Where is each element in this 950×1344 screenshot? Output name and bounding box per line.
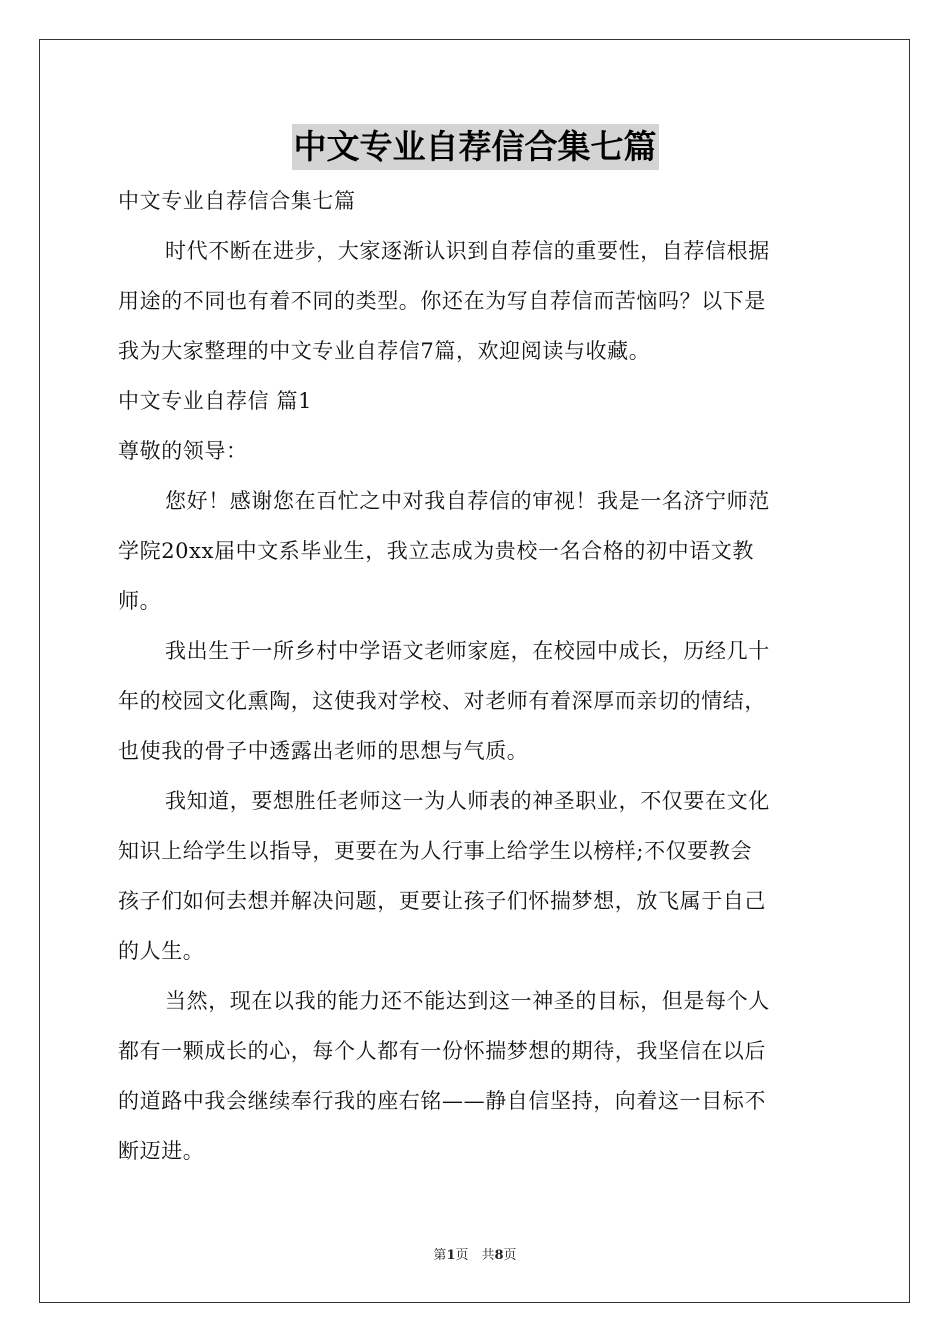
paragraph-line: 的道路中我会继续奉行我的座右铭——静自信坚持，向着这一目标不	[118, 1089, 766, 1113]
page-suffix: 页	[503, 1248, 517, 1263]
paragraph-line: 我为大家整理的中文专业自荐信7篇，欢迎阅读与收藏。	[118, 339, 651, 363]
page-current: 1	[446, 1248, 456, 1263]
paragraph-line: 当然，现在以我的能力还不能达到这一神圣的目标，但是每个人	[165, 989, 770, 1013]
paragraph-line: 的人生。	[118, 939, 205, 963]
paragraph-line: 学院20xx届中文系毕业生，我立志成为贵校一名合格的初中语文教	[118, 539, 755, 563]
page-prefix: 第	[433, 1248, 447, 1263]
title-container	[0, 124, 950, 170]
paragraph-line: 师。	[118, 589, 162, 613]
subtitle-line: 中文专业自荐信合集七篇	[118, 189, 356, 213]
page-total: 8	[494, 1248, 504, 1263]
document-title: 中文专业自荐信合集七篇	[292, 124, 659, 170]
paragraph-line: 您好！感谢您在百忙之中对我自荐信的审视！我是一名济宁师范	[165, 489, 770, 513]
paragraph-line: 我知道，要想胜任老师这一为人师表的神圣职业，不仅要在文化	[165, 789, 770, 813]
document-body	[118, 176, 836, 1176]
paragraph-line: 孩子们如何去想并解决问题，更要让孩子们怀揣梦想，放飞属于自己	[118, 889, 766, 913]
paragraph-line: 都有一颗成长的心，每个人都有一份怀揣梦想的期待，我坚信在以后	[118, 1039, 766, 1063]
paragraph-line: 用途的不同也有着不同的类型。你还在为写自荐信而苦恼吗？以下是	[118, 289, 766, 313]
paragraph-line: 知识上给学生以指导，更要在为人行事上给学生以榜样;不仅要教会	[118, 839, 753, 863]
section-heading: 中文专业自荐信 篇1	[118, 389, 313, 413]
paragraph-line: 年的校园文化熏陶，这使我对学校、对老师有着深厚而亲切的情结，	[118, 689, 766, 713]
salutation: 尊敬的领导：	[118, 439, 248, 463]
paragraph-line: 我出生于一所乡村中学语文老师家庭，在校园中成长，历经几十	[165, 639, 770, 663]
paragraph-line: 时代不断在进步，大家逐渐认识到自荐信的重要性，自荐信根据	[165, 239, 770, 263]
paragraph-line: 断迈进。	[118, 1139, 205, 1163]
page-mid: 页 共	[455, 1248, 495, 1263]
paragraph-line: 也使我的骨子中透露出老师的思想与气质。	[118, 739, 529, 763]
page-footer	[0, 1246, 950, 1266]
